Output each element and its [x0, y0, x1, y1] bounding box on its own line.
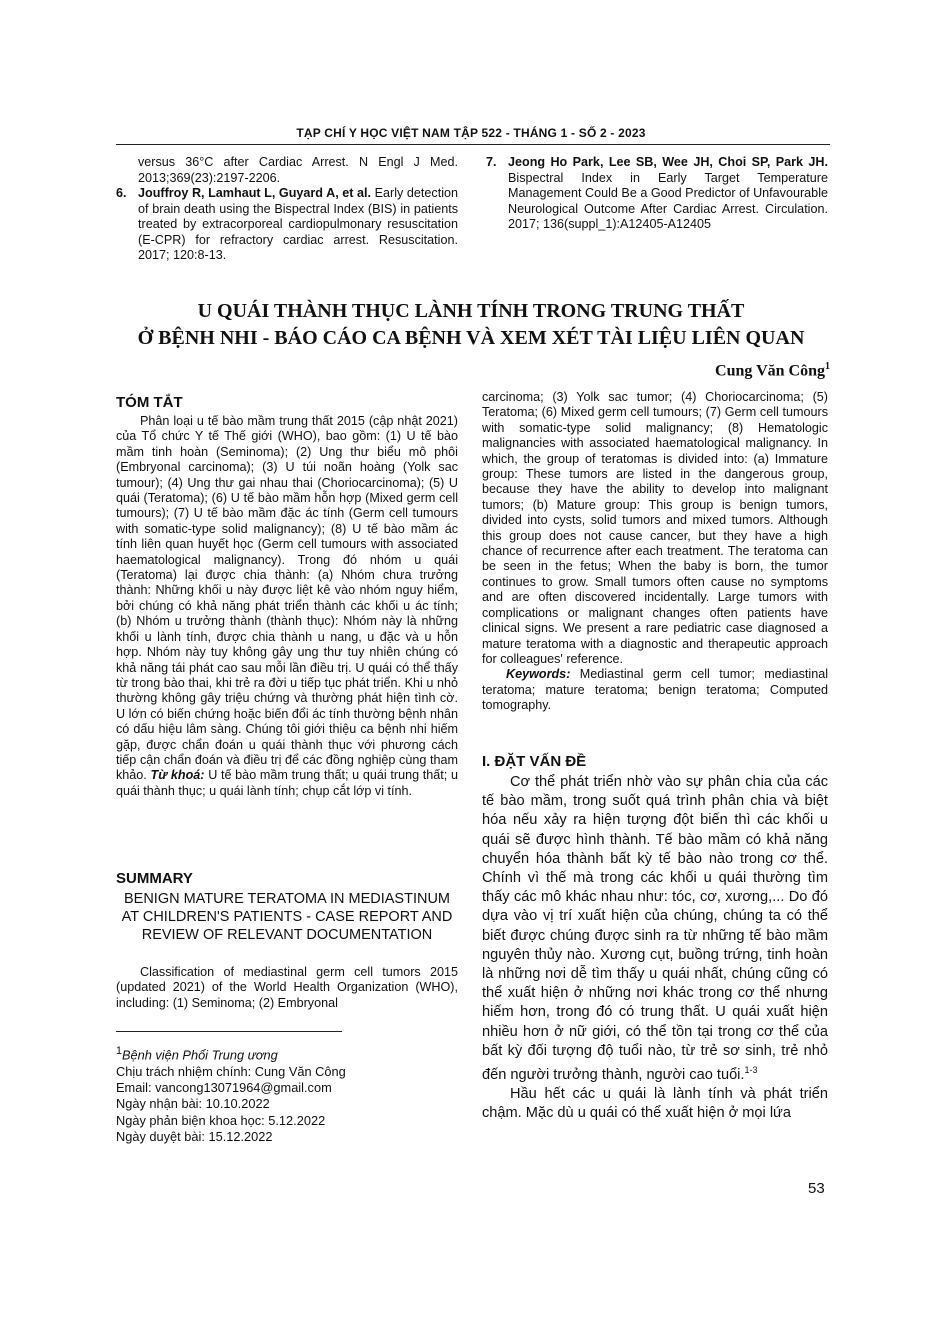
- reference-continuation: [138, 155, 458, 186]
- footnote-responsible: Chịu trách nhiệm chính: Cung Văn Công: [116, 1063, 346, 1079]
- abstract-vi-keywords-label: Từ khoá:: [150, 768, 205, 783]
- reference-7-authors: Jeong Ho Park, Lee SB, Wee JH, Choi SP, Park JH.: [508, 155, 828, 169]
- article-author: [715, 361, 830, 380]
- summary-body-left: [116, 965, 458, 1011]
- footnote-affiliation-mark: 1: [116, 1045, 122, 1057]
- abstract-vi-heading: TÓM TẮT: [116, 394, 183, 411]
- summary-keywords: Mediastinal germ cell tumor; mediastinal teratoma; mature teratoma; benign teratoma; Computed tomography.: [482, 667, 828, 713]
- reference-7: [486, 155, 828, 233]
- footnote-email: Email: vancong13071964@gmail.com: [116, 1080, 332, 1096]
- article-title-line-2: Ở BỆNH NHI - BÁO CÁO CA BỆNH VÀ XEM XÉT TÀI LIỆU LIÊN QUAN: [137, 327, 805, 349]
- author-name: Cung Văn Công: [715, 362, 825, 380]
- summary-text-right: carcinoma; (3) Yolk sac tumor; (4) Choriocarcinoma; (5) Teratoma; (6) Mixed germ cell tumours; (7) Germ cell tumours with somatic-type solid malignancy; (8) Hematologic malignancies with associated haematological malignancy. In which, the group of teratomas is divided into: (a) Immature group: These tumors are listed in the dangerous group, because they have the ability to develop into malignant tumors; (b) Mature group: This group is benign tumors, divided into cysts, solid tumors and mixed tumors. Although this group does not cause cancer, but they have a high chance of recurrence after each treatment. The teratoma can be seen in the fetus; When the baby is born, the tumor continues to grow. Small tumors often cause no symptoms and are often discovered incidentally. Large tumors with complications or malignant changes often patients have clinical signs. We present a rare pediatric case diagnosed a mature teratoma with a diagnostic and therapeutic approach for colleagues' reference.: [482, 390, 828, 666]
- abstract-vi-keywords: U tế bào mầm trung thất; u quái trung thất; u quái thành thục; u quái lành tính; chụp cắt lớp vi tính.: [116, 768, 458, 798]
- page-number: 53: [808, 1180, 825, 1197]
- intro-paragraph-2: Hầu hết các u quái là lành tính và phát triển chậm. Mặc dù u quái có thể xuất hiện ở mọi lứa: [482, 1086, 828, 1122]
- summary-body-right: [482, 390, 828, 714]
- intro-heading: I. ĐẶT VẤN ĐỀ: [482, 753, 587, 770]
- footnote-reviewed: Ngày phản biện khoa học: 5.12.2022: [116, 1112, 326, 1128]
- reference-6-text: Early detection of brain death using the Bispectral Index (BIS) in patients treated by extracorporeal cardiopulmonary resuscitation (E-CPR) for refractory cardiac arrest. Resuscitation. 2017; 120:8-13.: [138, 186, 458, 262]
- article-title-line-1: U QUÁI THÀNH THỤC LÀNH TÍNH TRONG TRUNG THẤT: [197, 300, 745, 322]
- footnotes: [116, 1043, 456, 1146]
- summary-english-title: BENIGN MATURE TERATOMA IN MEDIASTINUM AT CHILDREN'S PATIENTS - CASE REPORT AND REVIEW OF RELEVANT DOCUMENTATION: [121, 891, 453, 943]
- reference-6-authors: Jouffroy R, Lamhaut L, Guyard A, et al.: [138, 186, 372, 200]
- footnote-approved: Ngày duyệt bài: 15.12.2022: [116, 1129, 273, 1145]
- reference-5-tail: versus 36°C after Cardiac Arrest. N Engl J Med. 2013;369(23):2197-2206.: [138, 155, 458, 185]
- header-rule: [116, 144, 830, 145]
- intro-paragraph-1: Cơ thể phát triển nhờ vào sự phân chia của các tế bào mầm, trong suốt quá trình phân chia và biệt hóa nếu xảy ra hiện tượng đột biến thì các khối u quái sẽ được hình thành. Tế bào mầm có khả năng chuyển hóa thành bất kỳ tế bào nào trong cơ thể. Chính vì thế mà trong các khối u quái thường tìm thấy các mô khác nhau như: tóc, cơ, xương,... Do đó dựa vào vị trí xuất hiện của chúng, chúng ta có thể biết được chúng được sinh ra từ những tế bào mầm nguyên thủy nào. Xương cụt, buồng trứng, tinh hoàn là những nơi dễ tìm thấy u quái nhất, chúng cũng có thể xuất hiện ở những nơi khác trong cơ thể nhưng hiếm hơn, trong đó có trung thất. U quái xuất hiện nhiều hơn ở nữ giới, có thể tồn tại trong cơ thể của bất kỳ đối tượng độ tuổi nào, từ trẻ sơ sinh, trẻ nhỏ đến người trưởng thành, người cao tuổi.: [482, 774, 828, 1083]
- intro-citation: 1-3: [744, 1065, 758, 1076]
- author-affiliation-mark: 1: [825, 361, 830, 372]
- reference-6-number: 6.: [116, 186, 127, 200]
- footnote-received: Ngày nhận bài: 10.10.2022: [116, 1096, 270, 1112]
- summary-text-left: Classification of mediastinal germ cell tumors 2015 (updated 2021) of the World Health Organization (WHO), including: (1) Seminoma; (2) Embryonal: [116, 965, 458, 1010]
- journal-header: TẠP CHÍ Y HỌC VIỆT NAM TẬP 522 - THÁNG 1 - SỐ 2 - 2023: [296, 126, 646, 140]
- summary-keywords-label: Keywords:: [506, 667, 571, 682]
- reference-6: [116, 186, 458, 264]
- abstract-vi-text: Phân loại u tế bào mầm trung thất 2015 (cập nhật 2021) của Tổ chức Y tế Thế giới (WHO), bao gồm: (1) U tế bào mầm tinh hoàn (Seminoma); (2) Ung thư biểu mô phôi (Embryonal carcinoma); (3) U túi noãn hoàng (Yolk sac tumour); (4) Ung thư gai nhau thai (Choriocarcinoma); (5) U quái (Teratoma); (6) U tế bào mầm hỗn hợp (Mixed germ cell tumours); (7) U tế bào mầm đặc ác tính (Germ cell tumours with somatic-type solid malignancy); (8) U tế bào mầm ác tính liên quan huyết học (Germ cell tumours with associated haematological malignancy). Trong đó nhóm u quái (Teratoma) lại được chia thành: (a) Nhóm chưa trưởng thành: Những khối u này được liệt kê vào nhóm nguy hiểm, bởi chúng có khả năng phát triển thành các khối u ác tính; (b) Nhóm u trưởng thành (thành thục): Nhóm này là những khối u lành tính, được chia thành u nang, u đặc và u hỗn hợp. Nhóm này tuy không gây ung thư tuy nhiên chúng có khả năng tái phát cao sau mỗi lần điều trị. U quái có thể thấy từ trong bào thai, khi trẻ ra đời u tiếp tục phát triển. Khi u nhỏ thường không gây triệu chứng và thường phát hiện tình cờ. U lớn có biến chứng hoặc biến đổi ác tính thường bệnh nhân có dấu hiệu lâm sàng. Chúng tôi giới thiệu ca bệnh nhi hiếm gặp, được chẩn đoán u quái thành thục với phương cách tiếp cận chẩn đoán và điều trị để các đồng nghiệp cùng tham khảo.: [116, 414, 458, 783]
- footnote-affiliation: $^1$Bệnh viện Phổi Trung ương: [116, 1045, 278, 1063]
- summary-heading: SUMMARY: [116, 870, 193, 887]
- reference-7-number: 7.: [486, 155, 497, 169]
- footnote-rule: [116, 1031, 342, 1032]
- abstract-vi-body: [116, 414, 458, 799]
- intro-body: [482, 773, 828, 1124]
- reference-7-text: Bispectral Index in Early Target Temperature Management Could Be a Good Predictor of Unfavourable Neurological Outcome After Cardiac Arrest. Circulation. 2017; 136(suppl_1):A12405-A12405: [508, 170, 828, 231]
